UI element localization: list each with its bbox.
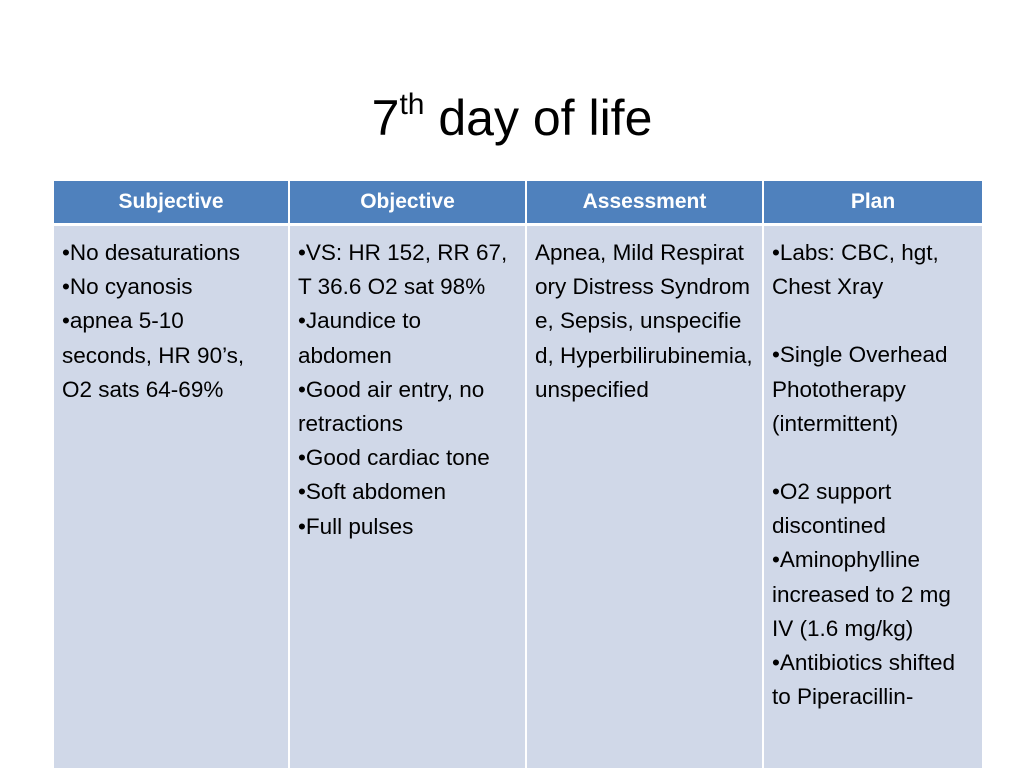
subjective-item: • apnea 5-10 seconds, HR 90’s, O2 sats 64-69% [62, 304, 280, 407]
slide-title [0, 78, 1024, 166]
plan-spacer [772, 441, 974, 475]
subjective-item: • No cyanosis [62, 270, 280, 304]
objective-item: • Good cardiac tone [298, 441, 517, 475]
plan-item: • Labs: CBC, hgt, Chest Xray [772, 236, 974, 304]
plan-cell [763, 225, 983, 768]
title-number: 7 [371, 90, 400, 146]
subjective-item: • No desaturations [62, 236, 280, 270]
table-row [53, 225, 983, 768]
objective-item: • Good air entry, no retractions [298, 373, 517, 441]
plan-item: • O2 support discontined [772, 475, 974, 543]
objective-item: • Full pulses [298, 510, 517, 544]
objective-item: • VS: HR 152, RR 67, T 36.6 O2 sat 98% [298, 236, 517, 304]
objective-item: • Jaundice to abdomen [298, 304, 517, 372]
objective-cell [289, 225, 526, 768]
plan-item: • Single Overhead Phototherapy (intermittent) [772, 338, 974, 441]
header-row [53, 180, 983, 225]
header-plan: Plan [763, 180, 983, 225]
plan-item: • Antibiotics shifted to Piperacillin- [772, 646, 974, 714]
plan-item: • Aminophylline increased to 2 mg IV (1.6 mg/kg) [772, 543, 974, 646]
subjective-cell [53, 225, 289, 768]
title-ordinal-suffix: th [399, 88, 425, 121]
assessment-text: Apnea, Mild Respiratory Distress Syndrome, Sepsis, unspecified, Hyperbilirubinemia, unspecified [535, 240, 753, 402]
header-objective: Objective [289, 180, 526, 225]
header-subjective: Subjective [53, 180, 289, 225]
assessment-cell [526, 225, 763, 768]
soap-table [52, 179, 984, 768]
objective-item: • Soft abdomen [298, 475, 517, 509]
header-assessment: Assessment [526, 180, 763, 225]
plan-spacer [772, 304, 974, 338]
title-text: day of life [424, 90, 653, 146]
